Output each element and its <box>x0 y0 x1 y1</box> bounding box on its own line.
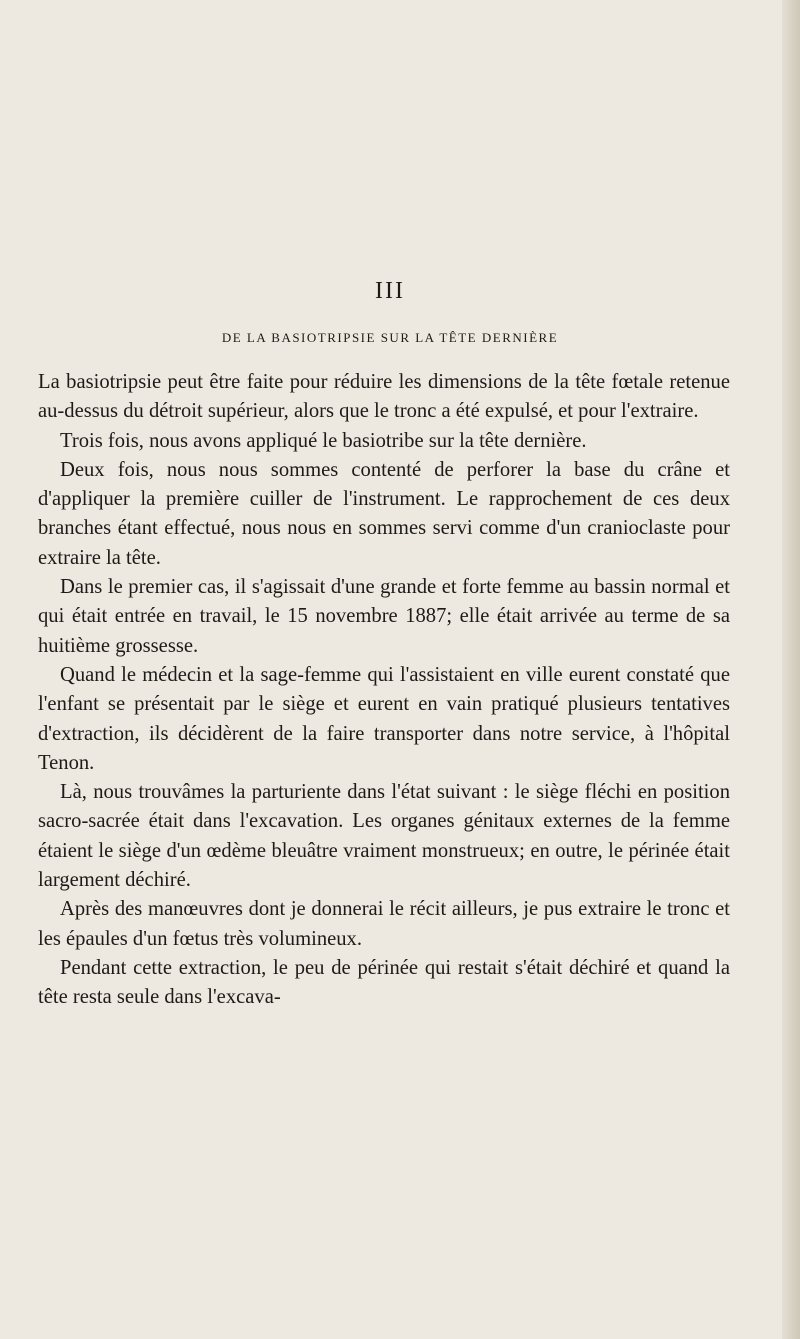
paragraph-6: Là, nous trouvâmes la parturiente dans l'état suivant : le siège fléchi en position sacro-sacrée était dans l'excavation. Les organes génitaux externes de la femme étaient le siège d'un œdème bleuâtre vraiment monstrueux; en outre, le périnée était largement déchiré. <box>38 781 730 892</box>
paragraph-7: Après des manœuvres dont je donnerai le récit ailleurs, je pus extraire le tronc et les épaules d'un fœtus très volumineux. <box>38 898 730 950</box>
chapter-title: DE LA BASIOTRIPSIE SUR LA TÊTE DERNIÈRE <box>221 330 559 345</box>
chapter-number: III <box>375 278 405 304</box>
body-text <box>38 368 730 1013</box>
paragraph-3: Deux fois, nous nous sommes contenté de perforer la base du crâne et d'appliquer la première cuiller de l'instrument. Le rapprochement de ces deux branches étant effectué, nous nous en sommes servi comme d'un cranioclaste pour extraire la tête. <box>38 458 730 569</box>
paragraph-5: Quand le médecin et la sage-femme qui l'assistaient en ville eurent constaté que l'enfant se présentait par le siège et eurent en vain pratiqué plusieurs tentatives d'extraction, ils décidèrent de la faire transporter dans notre service, à l'hôpital Tenon. <box>38 663 730 774</box>
paragraph-1: La basiotripsie peut être faite pour réduire les dimensions de la tête fœtale retenue au-dessus du détroit supérieur, alors que le tronc a été expulsé, et pour l'extraire. <box>38 371 730 423</box>
paragraph-4: Dans le premier cas, il s'agissait d'une grande et forte femme au bassin normal et qui était entrée en travail, le 15 novembre 1887; elle était arrivée au terme de sa huitième grossesse. <box>38 576 730 657</box>
paragraph-2: Trois fois, nous avons appliqué le basiotribe sur la tête dernière. <box>60 429 587 452</box>
paragraph-8: Pendant cette extraction, le peu de périnée qui restait s'était déchiré et quand la tête resta seule dans l'excava- <box>38 956 730 1009</box>
page-edge-shadow <box>782 0 800 1339</box>
